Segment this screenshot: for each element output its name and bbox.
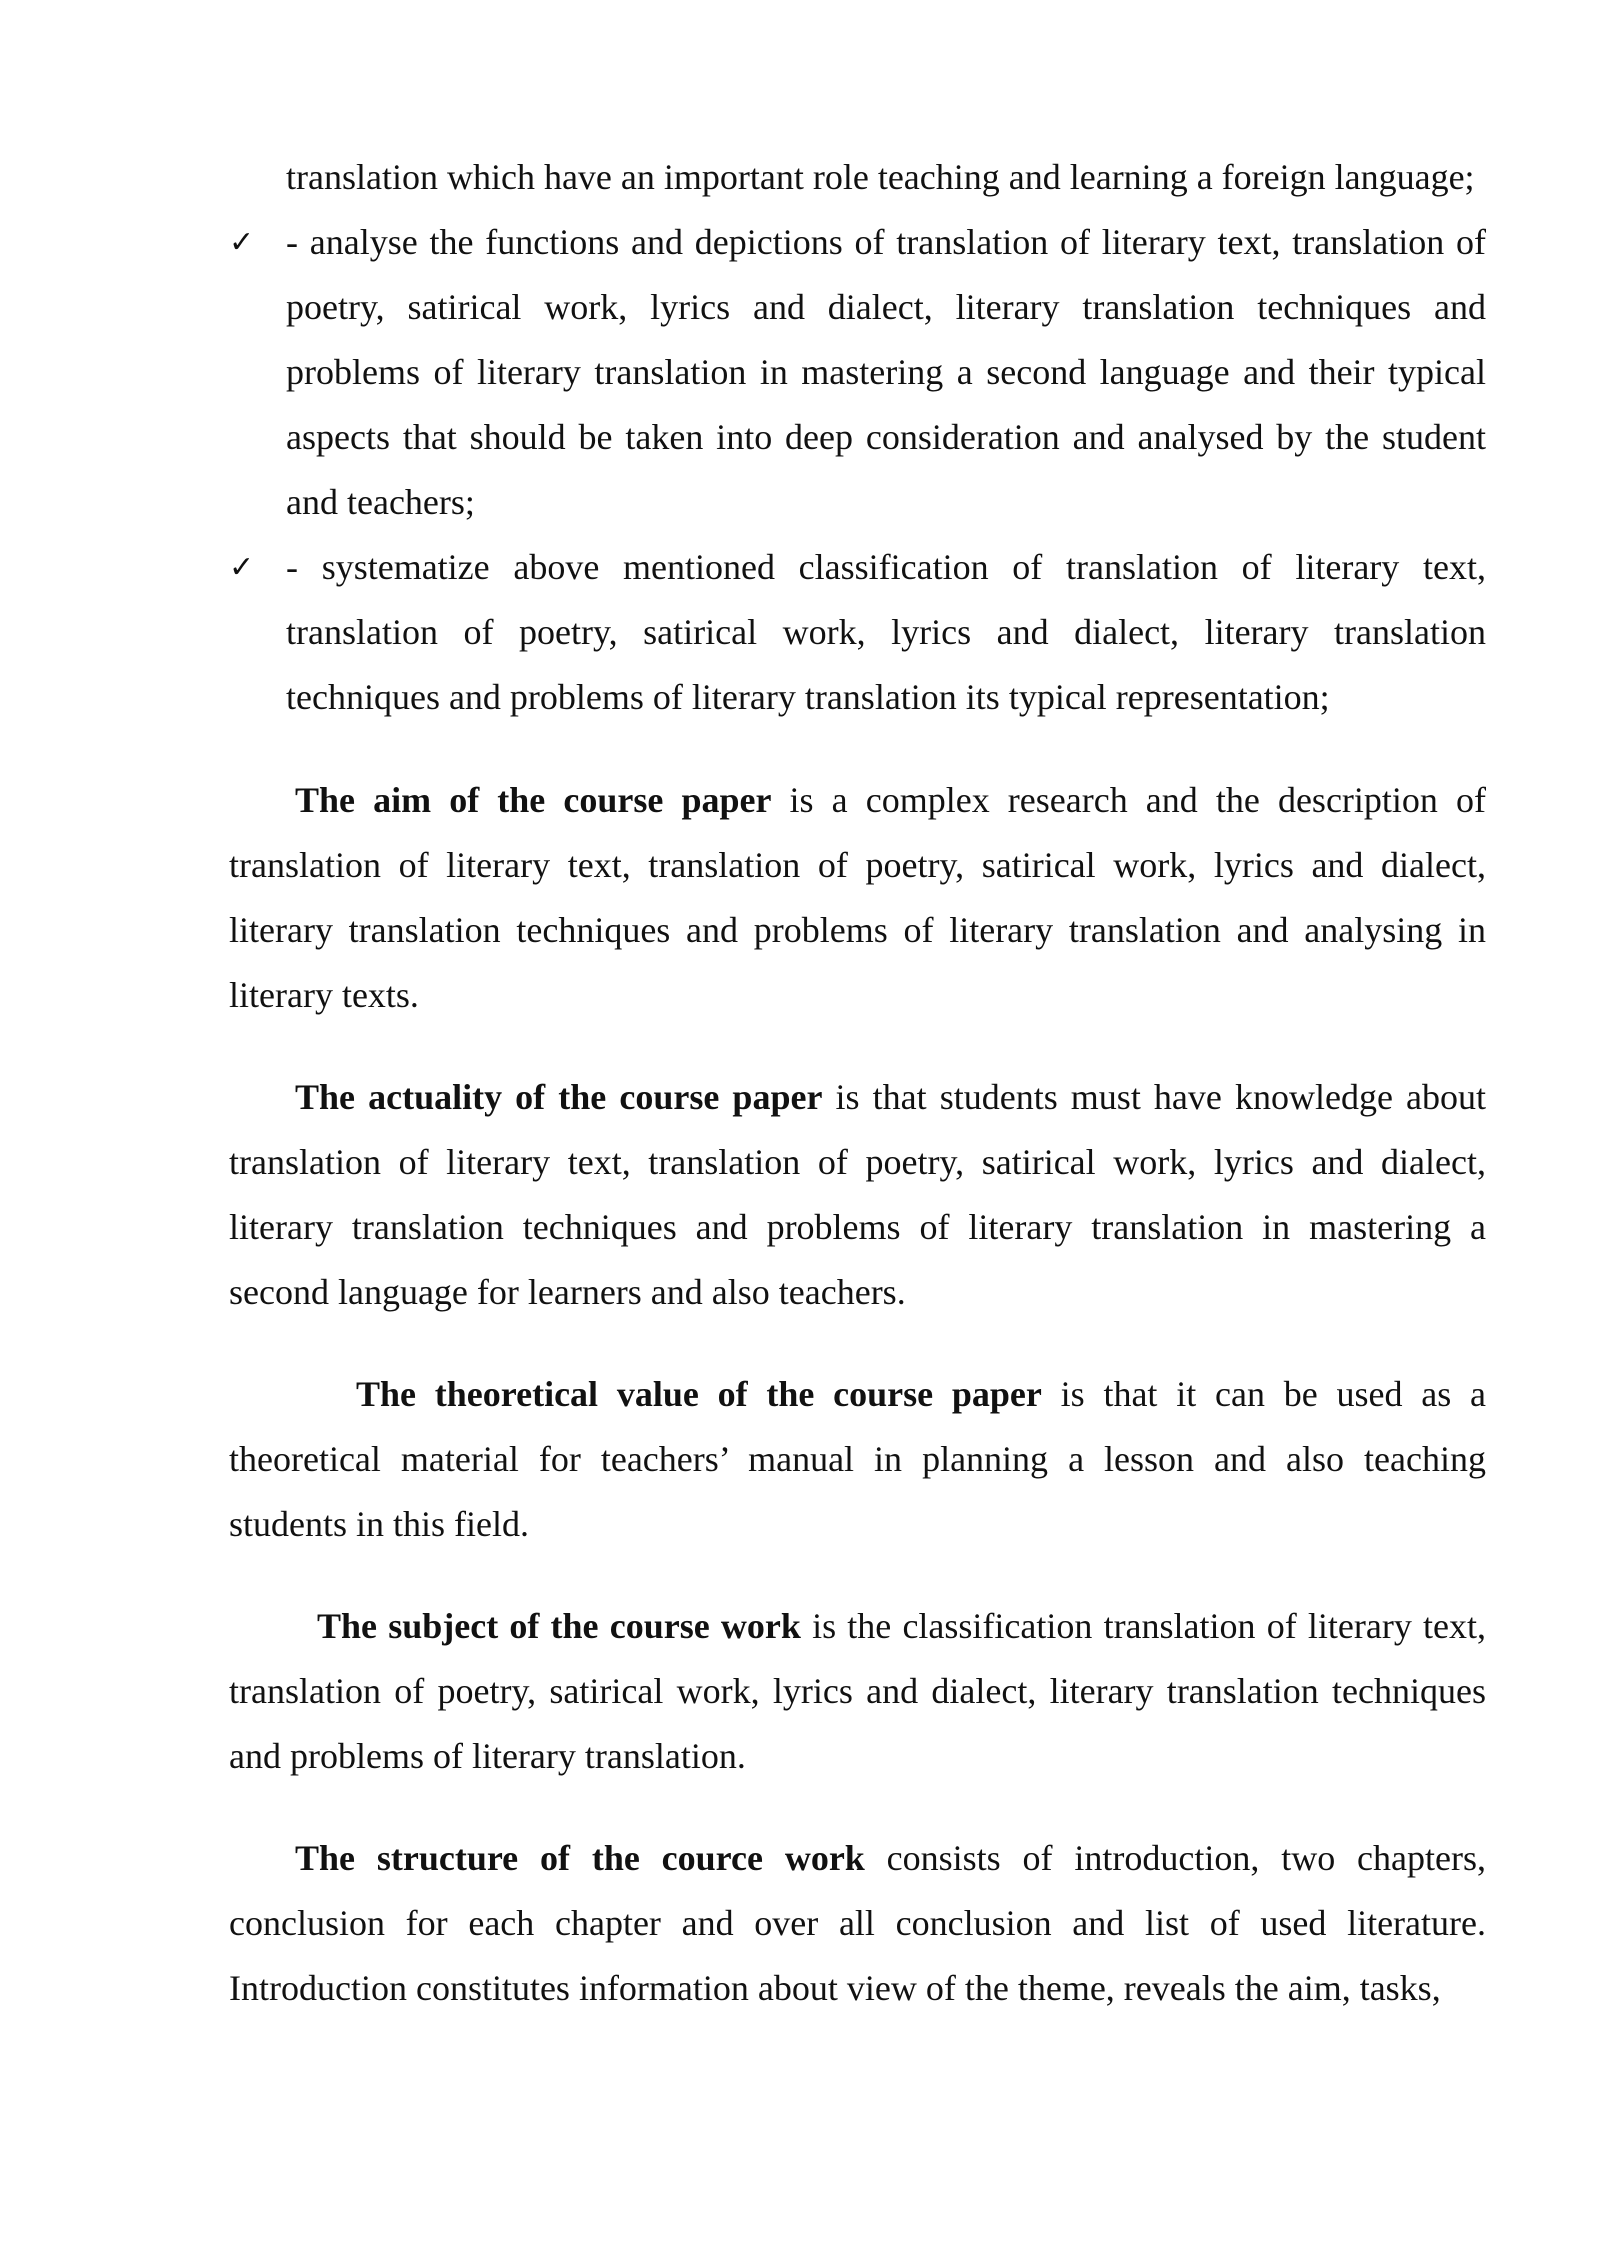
paragraph-lead: The actuality of the course paper [295,1077,823,1117]
paragraph-structure [229,1826,1486,2021]
list-item-text: - analyse the functions and depictions of translation of literary text, translation of poetry, satirical work, lyrics and dialect, literary translation techniques and problems of literary translation in mastering a second language and their typical aspects that should be taken into deep consideration and analysed by the student and teachers; [286,222,1486,522]
paragraph-lead: The structure of the cource work [295,1838,865,1878]
paragraph-actuality [229,1065,1486,1325]
checkmark-icon: ✓ [229,225,255,260]
list-item-text: translation which have an important role teaching and learning a foreign language; [286,157,1475,197]
list-item-text: - systematize above mentioned classification of translation of literary text, translation of poetry, satirical work, lyrics and dialect, literary translation techniques and problems of literary translation its typical representation; [286,547,1486,717]
document-page [229,145,1486,2021]
paragraph-lead: The subject of the course work [317,1606,801,1646]
paragraph-body: is the classification translation of literary text, translation of poetry, satirical work, lyrics and dialect, literary translation techniques and problems of literary translation. [229,1606,1486,1776]
paragraph-lead: The aim of the course paper [295,780,772,820]
checkmark-icon: ✓ [229,550,255,585]
paragraph-lead: The theoretical value of the course paper [356,1374,1042,1414]
paragraph-theoretical-value [229,1362,1486,1557]
paragraph-aim [229,768,1486,1028]
paragraph-body: is that students must have knowledge about translation of literary text, translation of poetry, satirical work, lyrics and dialect, literary translation techniques and problems of literary translation in mastering a second language for learners and also teachers. [229,1077,1487,1312]
list-item-analyse [229,210,1486,535]
list-item-systematize [229,535,1486,730]
paragraph-subject [229,1594,1486,1789]
task-list [229,145,1486,730]
list-item-continuation [229,145,1486,210]
paragraph-body: is a complex research and the description of translation of literary text, translation of poetry, satirical work, lyrics and dialect, literary translation techniques and problems of literary translation and analysing in literary texts. [229,780,1487,1015]
paragraph-body: is that it can be used as a theoretical material for teachers’ manual in planning a lesson and also teaching students in this field. [229,1374,1486,1544]
paragraph-body: consists of introduction, two chapters, conclusion for each chapter and over all conclusion and list of used literature. Introduction constitutes information about view of the theme, reveals the aim, tasks, [229,1838,1486,2008]
